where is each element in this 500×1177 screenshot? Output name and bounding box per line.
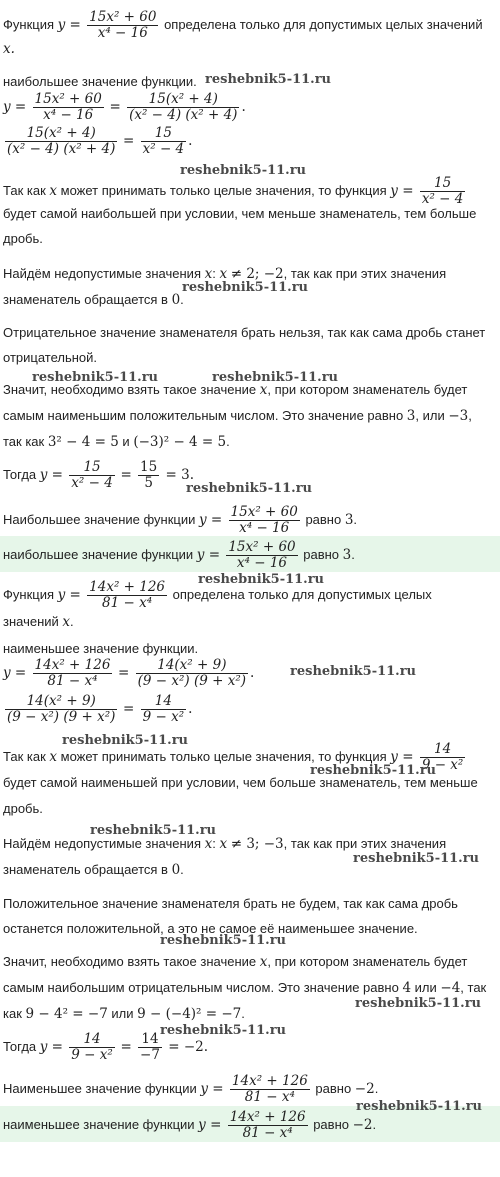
a-p4-line1: Значит, необходимо взять такое значение x, при котором знаменатель будет: [3, 382, 468, 398]
watermark: reshebnik5-11.ru: [356, 1099, 483, 1114]
a-p1-line2: будет самой наибольшей при условии, чем меньше знаменатель, тем больше: [3, 206, 477, 221]
a-answer: наибольшее значение функции y = $\frac{\text{15x² + 60}}{\text{x⁴ − 16}}$ равно 3.: [3, 539, 355, 571]
b-p1-line1: Так как x может принимать только целые значения, то функция y = $\frac{14}{\text{9 − x²}}$: [3, 741, 464, 773]
watermark: reshebnik5-11.ru: [90, 823, 217, 838]
a-task: наибольшее значение функции.: [3, 74, 197, 89]
b-p4-line2: самым наибольшим отрицательным числом. Это значение равно 4 или −4, так: [3, 980, 487, 996]
watermark: reshebnik5-11.ru: [160, 1023, 287, 1038]
watermark: reshebnik5-11.ru: [182, 280, 309, 295]
a-p5: Тогда y = $\frac{15}{\text{x² − 4}}$ = $\frac{15}{5}$ = 3.: [3, 459, 195, 491]
b-equation-2: $\frac{\text{14(x² + 9)}}{\text{(9 − x²) (9 + x²)}}$ = $\frac{14}{\text{9 − x²}}$ .: [7, 693, 193, 725]
b-p6: Наименьшее значение функции y = $\frac{\text{14x² + 126}}{\text{81 − x⁴}}$ равно −2.: [3, 1073, 379, 1105]
a-equation-1: y = $\frac{\text{15x² + 60}}{\text{x⁴ − 16}}$ = $\frac{\text{15(x² + 4)}}{\text{(x² − 4) (x² + 4)}}$ .: [3, 91, 246, 123]
b-intro-line2: значений x.: [3, 614, 74, 630]
b-equation-1: y = $\frac{\text{14x² + 126}}{\text{81 − x⁴}}$ = $\frac{\text{14(x² + 9)}}{\text{(9 − x²) (9 + x²)}}$ .: [3, 657, 255, 689]
a-p3-line1: Отрицательное значение знаменателя брать нельзя, так как сама дробь станет: [3, 325, 486, 340]
b-p3-line2: останется положительной, а это не самое её наименьшее значение.: [3, 921, 418, 936]
b-p3-line1: Положительное значение знаменателя брать не будем, так как сама дробь: [3, 896, 458, 911]
a-intro-line: Функция y = $\frac{\text{15x² + 60}}{\text{x⁴ − 16}}$ определена только для допустимых целых значений: [3, 9, 483, 41]
a-p1-line3: дробь.: [3, 231, 43, 246]
a-p1-line1: Так как x может принимать только целые значения, то функция y = $\frac{15}{\text{x² − 4}}$: [3, 175, 464, 207]
b-intro-line: Функция y = $\frac{\text{14x² + 126}}{\text{81 − x⁴}}$ определена только для допустимых целых: [3, 579, 432, 611]
watermark: reshebnik5-11.ru: [180, 163, 307, 178]
watermark: reshebnik5-11.ru: [355, 996, 482, 1011]
b-p4-line3: как 9 − 4² = −7 или 9 − (−4)² = −7.: [3, 1006, 245, 1022]
a-equation-2: $\frac{\text{15(x² + 4)}}{\text{(x² − 4) (x² + 4)}}$ = $\frac{15}{\text{x² − 4}}$ .: [7, 125, 193, 157]
b-answer: наименьшее значение функции y = $\frac{\text{14x² + 126}}{\text{81 − x⁴}}$ равно −2.: [3, 1109, 377, 1141]
watermark: reshebnik5-11.ru: [205, 72, 332, 87]
watermark: reshebnik5-11.ru: [290, 664, 417, 679]
watermark: reshebnik5-11.ru: [353, 851, 480, 866]
a-p3-line2: отрицательной.: [3, 350, 98, 365]
a-intro-x: x.: [3, 41, 15, 57]
watermark: reshebnik5-11.ru: [212, 370, 339, 385]
a-p2-line2: знаменатель обращается в 0.: [3, 292, 184, 308]
a-p4-line3: так как 3² − 4 = 5 и (−3)² − 4 = 5.: [3, 434, 230, 450]
watermark: reshebnik5-11.ru: [186, 481, 313, 496]
b-task: наименьшее значение функции.: [3, 641, 199, 656]
b-p1-line2: будет самой наименьшей при условии, чем больше знаменатель, тем меньше: [3, 775, 478, 790]
b-p2-line1: Найдём недопустимые значения x: x ≠ 3; −3, так как при этих значения: [3, 836, 447, 852]
watermark: reshebnik5-11.ru: [32, 370, 159, 385]
watermark: reshebnik5-11.ru: [198, 572, 325, 587]
a-p2-line1: Найдём недопустимые значения x: x ≠ 2; −2, так как при этих значения: [3, 266, 447, 282]
watermark: reshebnik5-11.ru: [310, 763, 437, 778]
a-p6: Наибольшее значение функции y = $\frac{\text{15x² + 60}}{\text{x⁴ − 16}}$ равно 3.: [3, 504, 358, 536]
b-p4-line1: Значит, необходимо взять такое значение x, при котором знаменатель будет: [3, 954, 468, 970]
a-p4-line2: самым наименьшим положительным числом. Это значение равно 3, или −3,: [3, 408, 472, 424]
b-p5: Тогда y = $\frac{14}{\text{9 − x²}}$ = $\frac{14}{-7}$ = −2.: [3, 1031, 209, 1063]
watermark: reshebnik5-11.ru: [62, 733, 189, 748]
watermark: reshebnik5-11.ru: [160, 933, 287, 948]
b-p2-line2: знаменатель обращается в 0.: [3, 862, 184, 878]
b-p1-line3: дробь.: [3, 801, 43, 816]
